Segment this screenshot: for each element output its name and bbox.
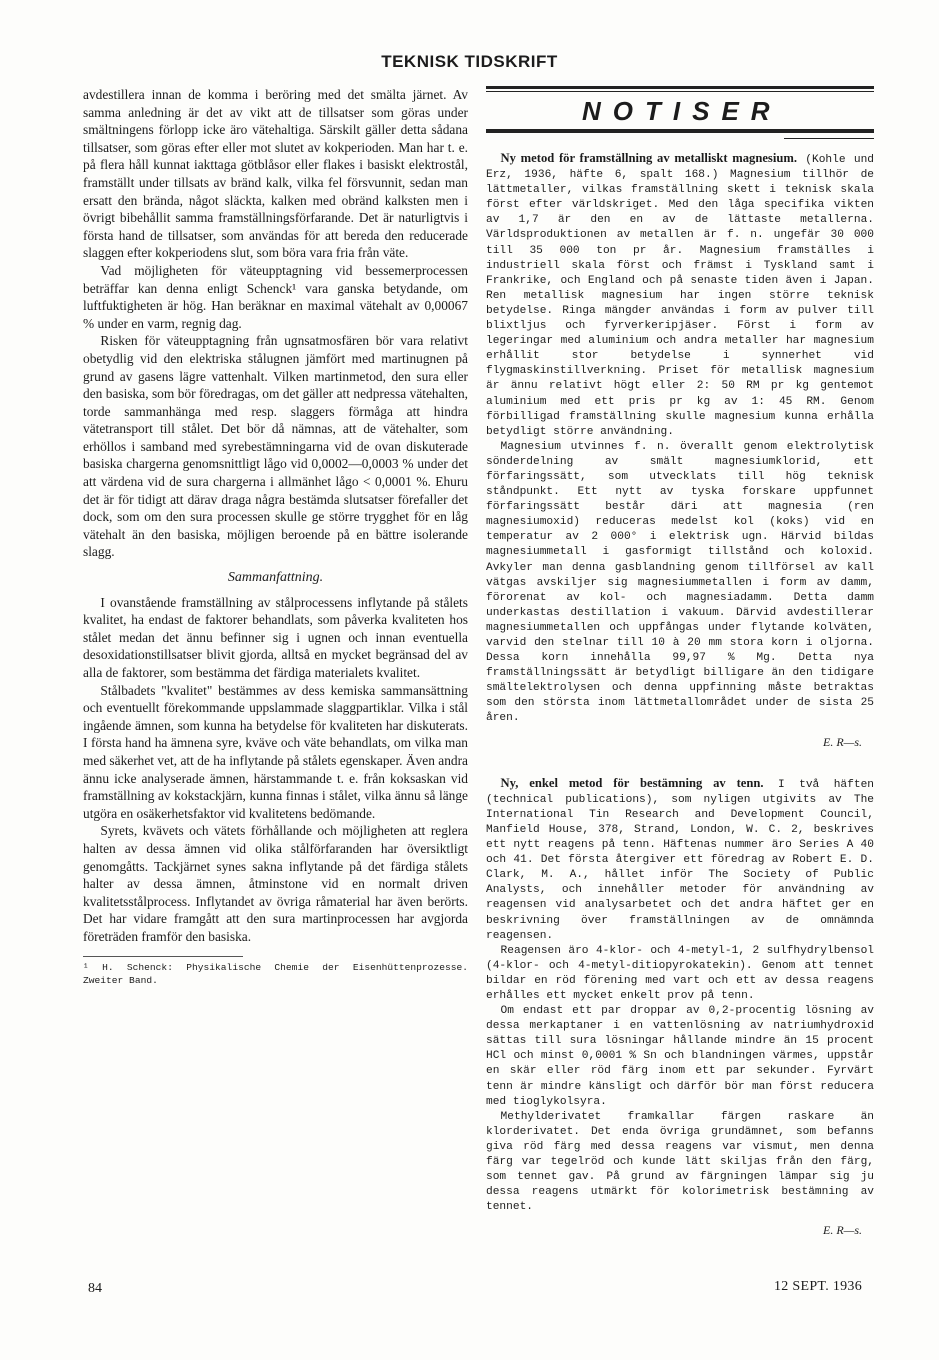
signature: E. R—s. — [823, 1223, 862, 1238]
notiser-heading: NOTISER — [582, 96, 782, 126]
article-magnesium — [486, 151, 874, 750]
paragraph: avdestillera innan de komma i beröring med det smälta järnet. Av samma anledning är det av vikt att de tillsatser som göras under smältningens förlopp icke äro vätehaltiga. Särskilt gäller detta sådana tillsatser, som göras efter eller mot slutet av kokperioden. Man har t. e. på flera håll kunnat iakttaga götblåsor eller flakes i basiskt elektrostål, framställt under tillsats av bränd kalk, vilka fel försvunnit, sedan man ersatt den brända, något släckta, kalken med obränd kalksten men i övrigt bibehållit samma framställningsförfarande. Det är naturligtvis i första hand de tillsatser, som användas för att bereda den reducerade slaggen efter kokperiodens slut, som böra vara fria från väte. — [83, 87, 468, 261]
paragraph: Risken för väteupptagning från ugnsatmosfären bör vara relativt obetydlig vid den elektriska stålugnen jämfört med martinugnen på grund av gasens lägre vattenhalt. Vilken martinmetod, den sura eller den basiska, som bör föredragas, om det gäller att nedpressa vätehalten, torde sammanhänga med resp. slaggers förmåga att hindra vätetransport till stålet. Det bör då nämnas, att de vätehalter, som erhöllos i samband med syrebestämningarna vid de ovan diskuterade basiska chargerna genomsnittligt lågo vid 0,0002—0,0003 % under det att värdena vid de sura chargerna i allmänhet lågo < 0,0001 %. Ehuru det är för tidigt att därav draga några bestämda slutsatser förefaller det dock, som om den sura processen skulle ge större trygghet för en låg vätehalt än den basiska, möjligen beroende på en bättre isolerande slagg. — [83, 333, 468, 560]
paragraph: Vad möjligheten för väteupptagning vid bessemerprocessen beträffar kan denna enligt Schenck¹ vara ganska betydande, om luftfuktigheten är hög. Han beräknar en maximal vätehalt av 0,00067 % under en varm, regnig dag. — [83, 262, 468, 331]
article-tin — [486, 776, 874, 1239]
article-lead-text: I två häften (technical publications), som nyligen utgivits av The International Tin Research and Development Council, Manfield House, 378, Strand, London, W. C. 2, beskrives ett nytt reagens på tenn. Häftenas nummer äro Series A 40 och 41. Det första återgiver ett föredrag av Robert E. D. Clark, M. A., hållet inför The Society of Public Analysts, och innehåller metoder för användning av reagensen vid analysarbetet och det andra häftet ger en beskrivning över framställningen av de omnämnda reagensen. — [486, 778, 874, 942]
page-number: 84 — [88, 1281, 102, 1296]
notiser-heading-block — [486, 86, 874, 139]
paragraph: Methylderivatet framkallar färgen raskare än klorderivatet. Det enda övriga grundämnet, som befanns giva röd färg med dessa reagens var vismut, men denna färg var tegelröd och kunde lätt skiljas från den färg, som tennet gav. På grund av färgningen lämpar sig ju dessa reagens utmärkt för kolorimetrisk bestämning av tennet. — [486, 1110, 874, 1214]
heading-rule-short — [784, 138, 874, 139]
paragraph: Om endast ett par droppar av 0,2-procentig lösning av dessa merkaptaner i en vattenlösning av natriumhydroxid sättas till sura lösningar hållande mindre än 15 procent HCl och minst 0,0001 % Sn och blandningen värmes, uppstår en skär eller röd färg inom ett par sekunder. Fyrvärt tenn är mindre känsligt och därför bör man först reducera med tioglykolsyra. — [486, 1005, 874, 1108]
footnote-divider — [83, 956, 243, 957]
journal-title: TEKNISK TIDSKRIFT — [381, 52, 558, 71]
paragraph: I ovanstående framställning av stålprocessens inflytande på stålets kvalitet, ha endast de faktorer behandlats, som påverka kvaliteten hos stålet medan det ännu befinner sig i ugnen och innan eventuella desoxidationstillsatser blivit gjorda, alltså en mycket begränsad del av alla de faktorer, som bestämma det färdiga materialets kvalitet. — [83, 594, 468, 680]
article-lead-text: (Kohle und Erz, 1936, häfte 6, spalt 168.) Magnesium tillhör de lättmetaller, vilkas framställning skett i teknisk skala först efter världskriget. Med den låga specifika vikten av 1,7 är den en av de lättaste metallerna. Världsproduktionen av metallen är f. n. ungefär 30 000 till 35 000 ton pr år. Magnesium framställes i industriell skala först och främst i Tyskland samt i Frankrike, och England och på senaste tiden även i Japan. Ren metallisk magnesium har ingen större teknisk betydelse. Ringa mängder användas i form av pulver till blixtljus och fyrverkeripjäser. Först i form av legeringar med aluminium och andra metaller har magnesium erhållit stor betydelse i synnerhet vid flygmaskinstillverkning. Priset för metallisk magnesium är ännu relativt högt eller 2: 50 RM pr kg gentemot aluminium med ett pris pr kg av 1: 45 RM. Genom förbilligad framställning skulle magnesium kunna erhålla betydligt större användning. — [486, 154, 874, 438]
heading-rule-top — [486, 86, 874, 89]
paragraph: Reagensen äro 4-klor- och 4-metyl-1, 2 sulfhydrylbensol (4-klor- och 4-metyl-ditiopyrokatekin). Genom att tennet bildar en röd förening med vart och ett av dessa reagens erhålles ett mycket enkelt prov på tenn. — [486, 944, 874, 1002]
article-title: Ny, enkel metod för bestämning av tenn. — [500, 775, 764, 790]
article-title: Ny metod för framställning av metalliskt magnesium. — [500, 151, 797, 165]
article-lead — [486, 776, 874, 944]
paragraph: Syrets, kvävets och vätets förhållande och möjligheten att reglera halten av dessa ämnen vid olika stålförfaranden har översiktligt genomgåtts. Tackjärnet synes sakna inflytande på det färdiga stålets halter av dessa ämnen, åtminstone vid en normalt driven kvalitetsstålprocess. Inflytandet av övriga råmaterial har även berörts. Det har vidare framgått att den sura martinprocessen har avgjorda företräden framför den basiska. — [83, 823, 468, 944]
heading-rule-bottom — [486, 130, 874, 133]
right-column — [486, 86, 874, 1264]
paragraph: Magnesium utvinnes f. n. överallt genom elektrolytisk sönderdelning av smält magnesiumklorid, ett förfaringssätt, som utvecklats till hög teknisk ståndpunkt. Ett nytt av tyska forskare uppfunnet förfaringssätt består däri att magnesia (ren magnesiumoxid) reduceras medelst kol (koks) vid en temperatur av 2 000° i elektrisk ugn. Härvid bildas magnesiummetall i gasformigt tillstånd och koloxid. Avkyler man denna gasblandning genom tillförsel av kall vätgas avskiljer sig magnesiummetallen i form av damm, förorenat av kol- och magnesiadamm. Detta damm underkastas destillation i vakuum. Därvid avdestillerar magnesiummetallen och uppfångas under flytande kolväten, varvid den stelnar till 10 à 20 mm stora korn i oljorna. Dessa korn innehålla 99,97 % Mg. Detta nya framställningssätt är betydligt billigare än den tidigare smältelektrolysen och denna uppfinning måste betraktas som den största inom lättmetallområdet under de sista 25 åren. — [486, 440, 874, 725]
issue-date: 12 SEPT. 1936 — [774, 1279, 863, 1294]
article-lead — [486, 151, 874, 440]
signature: E. R—s. — [823, 734, 862, 749]
section-title: Sammanfattning. — [227, 570, 324, 586]
footnote: ¹ H. Schenck: Physikalische Chemie der Eisenhüttenprozesse. Zweiter Band. — [83, 961, 468, 986]
paragraph: Stålbadets "kvalitet" bestämmes av dess kemiska sammansättning och eventuellt förekommande uppslammade slaggpartiklar. Vilka i stål ingående ämnen, som kunna ha betydelse för kvaliteten har diskuterats. I första hand ha ämnena syre, kväve och väte behandlats, om vilka man med säkerhet vet, att de ha inflytande på stålets egenskaper. Även andra ännu icke analyserade ämnen, härstammande t. e. från koksaskan vid framställning av kokstackjärn, kunna finnas i stålet, vilka ännu så länge utgöra en osäkerhetsfaktor vid kvalitetens bedömande. — [83, 682, 468, 821]
left-column — [83, 86, 468, 987]
